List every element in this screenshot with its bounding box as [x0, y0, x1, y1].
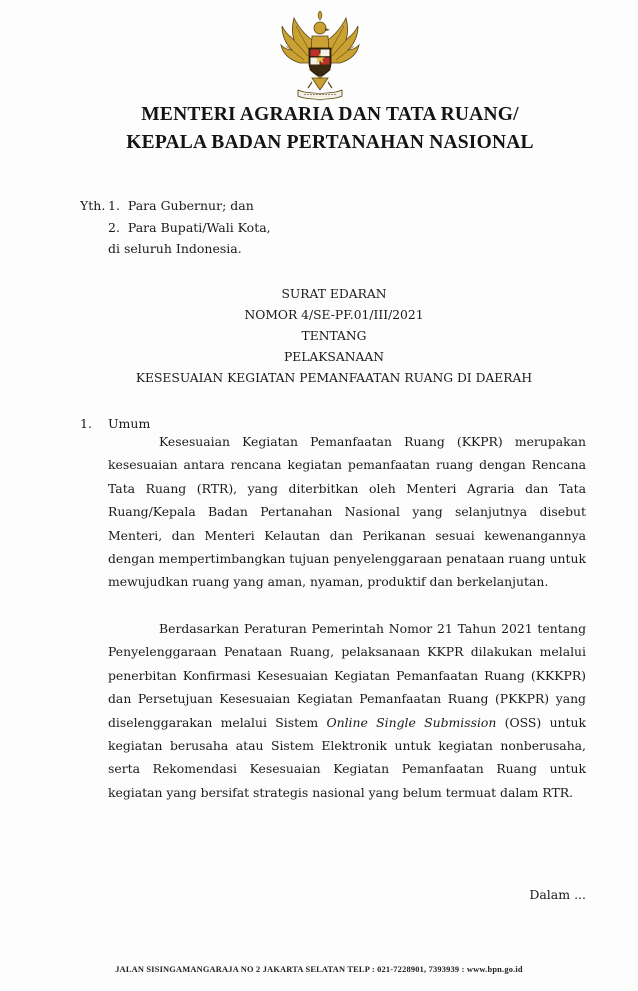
body-paragraph-2-text-b: (OSS) untuk kegiatan berusaha atau Sistem Elektronik untuk kegiatan nonberusaha, serta Rekomendasi Kesesuaian Kegiatan Pemanfaatan Ruang untuk kegiatan yang bersifat strategis nasional yang belum termuat dalam RTR. — [108, 714, 586, 800]
continuation-marker: Dalam ... — [529, 887, 586, 902]
section-heading: Umum — [108, 416, 151, 431]
subject-title-2: KESESUAIAN KEGIATAN PEMANFAATAN RUANG DI DAERAH — [135, 371, 533, 385]
footer-address: JALAN SISINGAMANGARAJA NO 2 JAKARTA SELATAN TELP : 021-7228901, 7393939 : www.bpn.go.id — [115, 965, 523, 974]
letterhead-title-line1: MENTERI AGRARIA DAN TATA RUANG/ — [141, 104, 519, 125]
addressee-item-1: 1. Para Gubernur; dan — [108, 198, 254, 213]
section-number: 1. — [80, 416, 92, 431]
subject-number: NOMOR 4/SE-PF.01/III/2021 — [244, 308, 424, 322]
body-paragraph-1 — [108, 430, 586, 594]
addressee-label: Yth. — [80, 198, 106, 213]
subject-title-1: PELAKSANAAN — [283, 350, 385, 364]
body-paragraph-1-text: Kesesuaian Kegiatan Pemanfaatan Ruang (KKPR) merupakan kesesuaian antara rencana kegiatan pemanfaatan ruang dengan Rencana Tata Ruang (RTR), yang diterbitkan oleh Menteri Agraria dan Tata Ruang/Kepala Badan Pertanahan Nasional yang selanjutnya disebut Menteri, dan Menteri Kelautan dan Perikanan sesuai kewenangannya dengan mempertimbangkan tujuan penyelenggaraan penataan ruang untuk mewujudkan ruang yang aman, nyaman, produktif dan berkelanjutan. — [108, 434, 586, 590]
addressee-item-2: 2. Para Bupati/Wali Kota, — [108, 220, 271, 235]
subject-about: TENTANG — [301, 329, 367, 343]
garuda-emblem-icon — [272, 8, 368, 104]
addressee-scope: di seluruh Indonesia. — [108, 241, 242, 256]
subject-type: SURAT EDARAN — [281, 287, 387, 301]
body-paragraph-2 — [108, 617, 586, 804]
body-paragraph-2-text-a: Berdasarkan Peraturan Pemerintah Nomor 21 Tahun 2021 tentang Penyelenggaraan Penataan Ruang, pelaksanaan KKPR dilakukan melalui penerbitan Konfirmasi Kesesuaian Kegiatan Pemanfaatan Ruang (KKKPR) dan Persetujuan Kesesuaian Kegiatan Pemanfaatan Ruang (PKKPR) yang diselenggarakan melalui Sistem — [108, 621, 586, 730]
letterhead-title-line2: KEPALA BADAN PERTANAHAN NASIONAL — [126, 132, 534, 153]
body-paragraph-2-emphasis: Online Single Submission — [326, 714, 497, 730]
